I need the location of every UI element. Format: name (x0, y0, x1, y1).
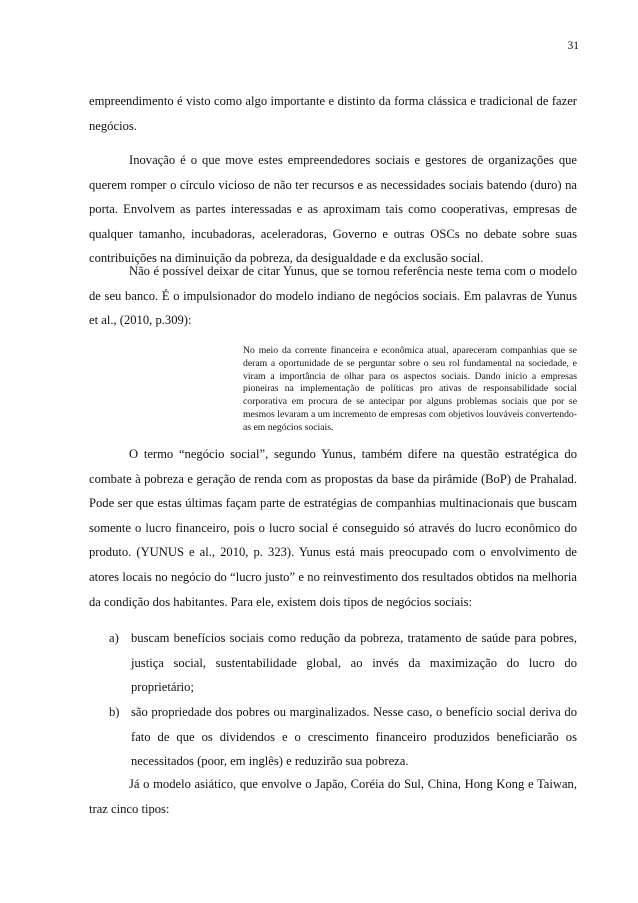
list-item-a (89, 626, 577, 700)
list-marker-a: a) (109, 631, 119, 645)
page-number: 31 (567, 40, 579, 52)
list-text-a: buscam benefícios sociais como redução da pobreza, tratamento de saúde para pobres, justiça social, sustentabilidade global, ao invés da maximização do lucro do proprietário; (131, 631, 577, 695)
block-quote: No meio da corrente financeira e econômica atual, apareceram companhias que se deram a oportunidade de se perguntar sobre o seu rol fundamental na sociedade, e viram a importância de olhar para os aspectos sociais. Dando início a empresas pioneiras na implementação de políticas pro ativas de responsabilidade social corporativa em procura de se antecipar por alguns problemas sociais que por se mesmos levaram a um incremento de empresas com objetivos louváveis convertendo-as em negócios sociais. (243, 345, 577, 433)
list-marker-b: b) (109, 705, 120, 719)
paragraph-4: O termo “negócio social”, segundo Yunus, também difere na questão estratégica do combate à pobreza e geração de renda com as propostas da base da pirâmide (BoP) de Prahalad. Pode ser que estas últimas façam parte de estratégias de companhias multinacionais que buscam somente o lucro financeiro, pois o lucro social é conseguido só através do lucro econômico do produto. (YUNUS e al., 2010, p. 323). Yunus está mais preocupado com o envolvimento de atores locais no negócio do “lucro justo” e no reinvestimento dos resultados obtidos na melhoria da condição dos habitantes. Para ele, existem dois tipos de negócios sociais: (89, 447, 577, 609)
list-item-b (89, 700, 577, 774)
paragraph-3: Não é possível deixar de citar Yunus, que se tornou referência neste tema com o modelo de seu banco. É o impulsionador do modelo indiano de negócios sociais. Em palavras de Yunus et al., (2010, p.309): (89, 264, 577, 328)
paragraph-5: Já o modelo asiático, que envolve o Japão, Coréia do Sul, China, Hong Kong e Taiwan, traz cinco tipos: (89, 777, 577, 816)
paragraph-1: empreendimento é visto como algo importante e distinto da forma clássica e tradicional de fazer negócios. (89, 94, 577, 133)
list-text-b: são propriedade dos pobres ou marginalizados. Nesse caso, o benefício social deriva do fato de que os dividendos e o crescimento financeiro produzidos beneficiarão os necessitados (poor, em inglês) e reduzirão sua pobreza. (131, 705, 577, 769)
paragraph-2: Inovação é o que move estes empreendedores sociais e gestores de organizações que querem romper o círculo vicioso de não ter recursos e as necessidades sociais batendo (duro) na porta. Envolvem as partes interessadas e as aproximam tais como cooperativas, empresas de qualquer tamanho, incubadoras, aceleradoras, Governo e outras OSCs no debate sobre suas contribuições na diminuição da pobreza, da desigualdade e da exclusão social. (89, 153, 577, 266)
